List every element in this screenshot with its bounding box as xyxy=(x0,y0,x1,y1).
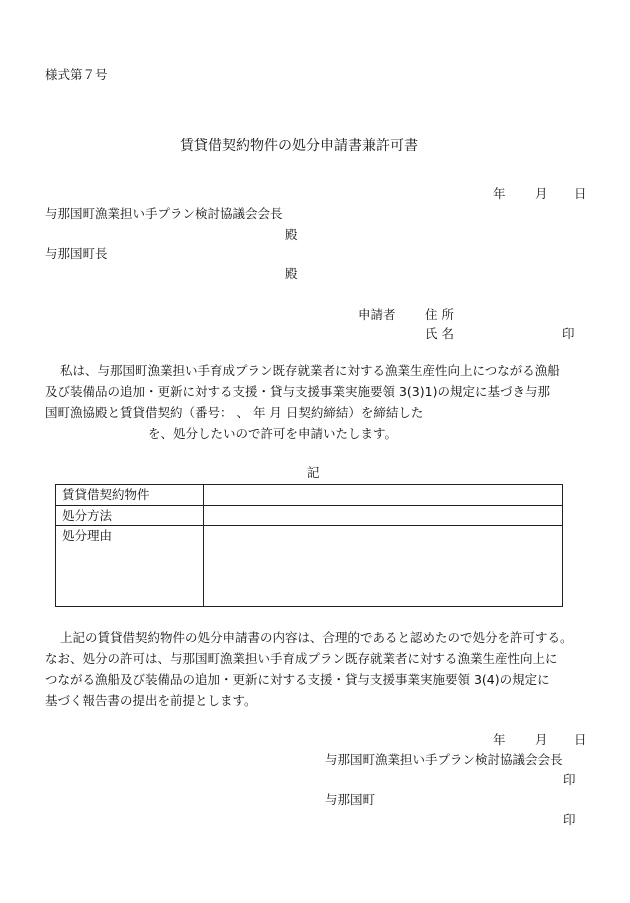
application-date-month: 月 xyxy=(535,186,548,201)
body-line-2: 及び装備品の追加・更新に対する支援・貸与支援事業実施要領 3(3)1)の規定に基づき与那 xyxy=(45,384,550,399)
row-label-method: 処分方法 xyxy=(56,505,204,526)
addressee-mayor-honorific: 殿 xyxy=(285,266,298,281)
applicant-label: 申請者 xyxy=(358,307,396,322)
addressee-council-chair: 与那国町漁業担い手プラン検討協議会会長 xyxy=(45,206,283,221)
form-number: 様式第７号 xyxy=(45,67,108,82)
table-row xyxy=(56,526,563,607)
row-label-property: 賃貸借契約物件 xyxy=(56,485,204,506)
table-row xyxy=(56,505,563,526)
issuer-council-seal: 印 xyxy=(563,772,576,787)
applicant-name-label: 氏 名 xyxy=(425,326,454,341)
application-date-year: 年 xyxy=(493,186,506,201)
row-value-method[interactable] xyxy=(204,505,563,526)
permit-date-day: 日 xyxy=(574,732,587,747)
applicant-seal: 印 xyxy=(562,326,575,341)
permit-date-month: 月 xyxy=(535,732,548,747)
permit-line-1: 上記の賃貸借契約物件の処分申請書の内容は、合理的であると認めたので処分を許可する。 xyxy=(60,630,573,645)
row-value-reason[interactable] xyxy=(204,526,563,607)
issuer-council-chair: 与那国町漁業担い手プラン検討協議会会長 xyxy=(325,752,563,767)
permit-line-3: つながる漁船及び装備品の追加・更新に対する支援・貸与支援事業実施要領 3(4)の規定に xyxy=(45,672,550,687)
addressee-mayor: 与那国町長 xyxy=(45,246,108,261)
application-date-day: 日 xyxy=(574,186,587,201)
issuer-town-seal: 印 xyxy=(563,812,576,827)
permit-line-4: 基づく報告書の提出を前提とします。 xyxy=(45,693,257,708)
row-value-property[interactable] xyxy=(204,485,563,506)
permit-date-year: 年 xyxy=(493,732,506,747)
disposal-details-table xyxy=(55,484,563,607)
addressee-council-honorific: 殿 xyxy=(285,227,298,242)
ki-marker: 記 xyxy=(307,465,320,480)
issuer-town: 与那国町 xyxy=(325,792,376,807)
applicant-address-label: 住 所 xyxy=(425,307,454,322)
body-line-1: 私は、与那国町漁業担い手育成プラン既存就業者に対する漁業生産性向上につながる漁船 xyxy=(60,363,560,378)
permit-line-2: なお、処分の許可は、与那国町漁業担い手育成プラン既存就業者に対する漁業生産性向上に xyxy=(45,651,558,666)
table-row xyxy=(56,485,563,506)
body-line-3: 国町漁協殿と賃貸借契約（番号： 、 年 月 日契約締結）を締結した xyxy=(45,405,424,420)
document-title: 賃貸借契約物件の処分申請書兼許可書 xyxy=(180,138,418,154)
body-line-4: を、処分したいので許可を申請いたします。 xyxy=(148,426,398,441)
row-label-reason: 処分理由 xyxy=(56,526,204,607)
